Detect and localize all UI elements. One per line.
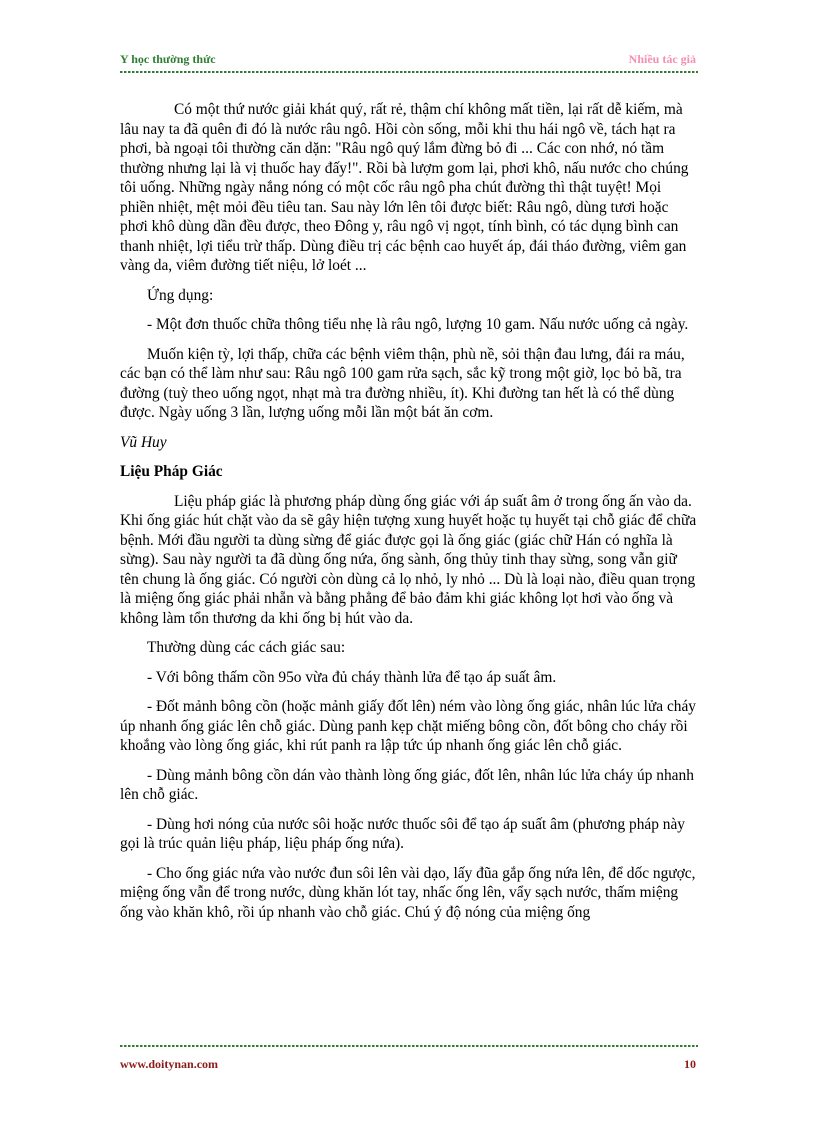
article-paragraph: - Với bông thấm cồn 95o vừa đủ cháy thành lửa để tạo áp suất âm. <box>147 668 557 686</box>
article-paragraph: Liệu pháp giác là phương pháp dùng ống giác với áp suất âm ở trong ống ấn vào da. Khi ống giác hút chặt vào da sẽ gây hiện tượng xung huyết hoặc tụ huyết tại chỗ giác để chữa bệnh. Mới đầu người ta dùng sừng để giác được gọi là ống giác (giác chữ Hán có nghĩa là sừng). Sau này người ta đã dùng ống nứa, ống sành, ống thủy tinh thay sừng, song vẫn giữ tên chung là ống giác. Có người còn dùng cả lọ nhỏ, ly nhỏ ... Dù là loại nào, điều quan trọng là miệng ống giác phải nhẵn và bằng phẳng để bảo đảm khi giác không lọt hơi vào ống và không làm tổn thương da khi ống bị hút vào da. <box>120 492 697 627</box>
article-paragraph: - Dùng mảnh bông cồn dán vào thành lòng ống giác, đốt lên, nhân lúc lửa cháy úp nhanh lên chỗ giác. <box>120 766 694 803</box>
article-author: Vũ Huy <box>120 433 167 451</box>
website-link[interactable]: www.doitynan.com <box>120 1057 219 1071</box>
article-paragraph: - Dùng hơi nóng của nước sôi hoặc nước thuốc sôi để tạo áp suất âm (phương pháp này gọi là trúc quản liệu pháp, liệu pháp ống nứa). <box>120 815 685 852</box>
page-number: 10 <box>684 1057 696 1071</box>
article-paragraph: Thường dùng các cách giác sau: <box>147 639 346 656</box>
article-paragraph: Muốn kiện tỳ, lợi thấp, chữa các bệnh viêm thận, phù nề, sỏi thận đau lưng, đái ra máu, các bạn có thể làm như sau: Râu ngô 100 gam rửa sạch, sắc kỹ trong một giờ, lọc bỏ bã, tra đường (tuỳ theo uống ngọt, nhạt mà tra đường nhiều, ít). Khi đường tan hết là có thể dùng được. Ngày uống 3 lần, lượng uống mỗi lần một bát ăn cơm. <box>120 345 685 421</box>
article-paragraph: Ứng dụng: <box>147 286 214 304</box>
page-header <box>120 52 696 72</box>
article-paragraph: - Cho ống giác nứa vào nước đun sôi lên vài dạo, lấy đũa gắp ống nứa lên, để dốc ngược, miệng ống vẫn để trong nước, dùng khăn lót tay, nhấc ống lên, vẩy sạch nước, thấm miệng ống vào khăn khô, rồi úp nhanh vào chỗ giác. Chú ý độ nóng của miệng ống <box>120 864 696 921</box>
author-credit: Nhiều tác giả <box>628 52 696 66</box>
book-title: Y học thường thức <box>120 52 216 66</box>
page-footer <box>120 1057 696 1075</box>
footer-divider <box>120 1045 698 1047</box>
page-content <box>120 100 698 932</box>
header-divider <box>120 71 698 73</box>
section-title: Liệu Pháp Giác <box>120 463 223 480</box>
article-paragraph: - Một đơn thuốc chữa thông tiểu nhẹ là râu ngô, lượng 10 gam. Nấu nước uống cả ngày. <box>147 316 689 333</box>
article-paragraph: - Đốt mảnh bông cồn (hoặc mảnh giấy đốt lên) ném vào lòng ống giác, nhân lúc lửa cháy úp nhanh ống giác lên chỗ giác. Dùng panh kẹp chặt miếng bông cồn, đốt bông cho cháy rồi khoắng vào lòng ống giác, khi rút panh ra lập tức úp nhanh ống giác lên chỗ giác. <box>120 698 696 754</box>
article-paragraph: Có một thứ nước giải khát quý, rất rẻ, thậm chí không mất tiền, lại rất dễ kiếm, mà lâu nay ta đã quên đi đó là nước râu ngô. Hồi còn sống, mỗi khi thu hái ngô về, tách hạt ra phơi, bà ngoại tôi thường căn dặn: "Râu ngô quý lắm đừng bỏ đi ... Các con nhớ, nó tầm thường nhưng lại là vị thuốc hay đấy!". Rồi bà lượm gom lại, phơi khô, nấu nước cho chúng tôi uống. Những ngày nắng nóng có một cốc râu ngô pha chút đường thì thật tuyệt! Mọi phiền nhiệt, mệt mỏi đều tiêu tan. Sau này lớn lên tôi được biết: Râu ngô, dùng tươi hoặc phơi khô dùng dần đều được, theo Đông y, râu ngô vị ngọt, tính bình, có tác dụng bình can thanh nhiệt, lợi tiểu trừ thấp. Dùng điều trị các bệnh cao huyết áp, đái tháo đường, viêm gan vàng da, viêm đường tiết niệu, lở loét ... <box>120 101 689 274</box>
